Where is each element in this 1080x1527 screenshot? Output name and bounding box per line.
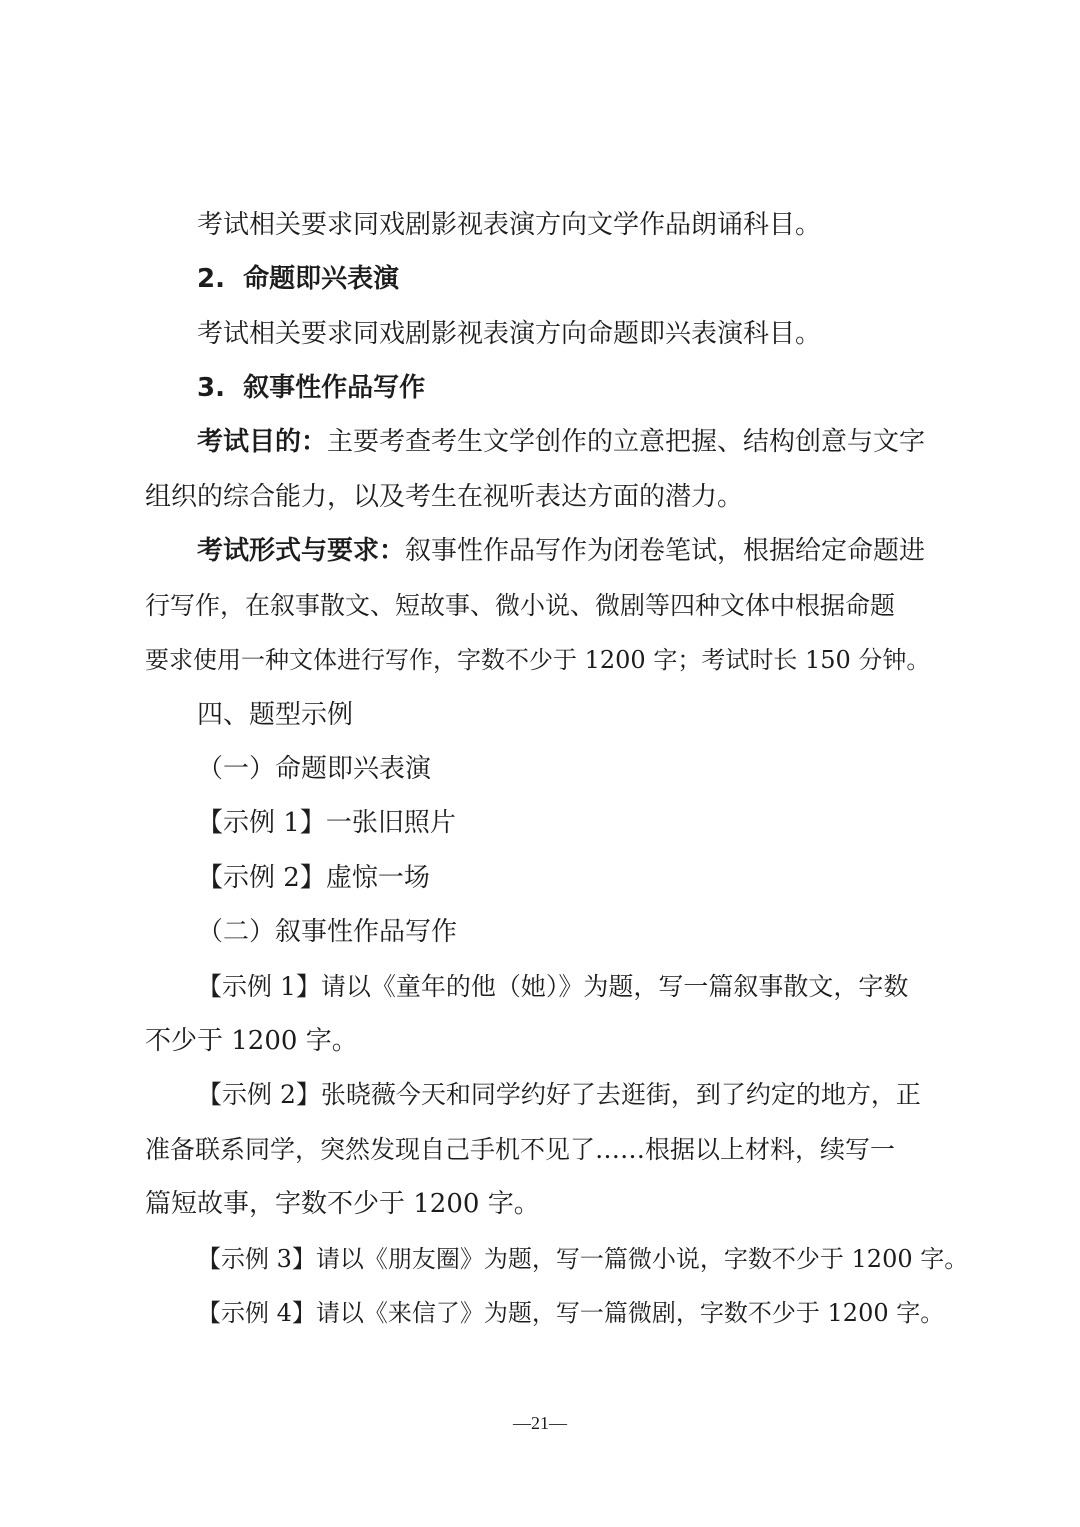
paragraph-line (145, 579, 1080, 633)
paragraph-line (145, 1123, 1080, 1177)
subsection-heading (197, 905, 1080, 959)
example-tag: 【示例 1】 (197, 972, 321, 1001)
section-heading (197, 688, 1080, 742)
example-line (197, 1232, 1080, 1286)
text: （二）叙事性作品写作 (197, 917, 458, 947)
text: 准备联系同学，突然发现自己手机不见了……根据以上材料，续写一 (145, 1135, 896, 1164)
section-heading (197, 252, 1080, 306)
text: 叙事性作品写作为闭卷笔试，根据给定命题进 (405, 536, 926, 566)
subsection-heading (197, 742, 1080, 796)
example-tag: 【示例 3】 (197, 1245, 316, 1273)
example-line (197, 796, 1080, 850)
text: 请以《朋友圈》为题，写一篇微小说，字数不少于 1200 字。 (315, 1245, 969, 1273)
bold-label: 考试形式与要求： (197, 536, 406, 566)
example-line (197, 1286, 1080, 1340)
text: 行写作，在叙事散文、短故事、微小说、微剧等四种文体中根据命题 (145, 591, 896, 620)
heading-number: 2. (197, 264, 225, 294)
example-line (197, 1068, 1080, 1122)
section-heading (197, 361, 1080, 415)
text: （一）命题即兴表演 (197, 754, 432, 784)
text: 考试相关要求同戏剧影视表演方向命题即兴表演科目。 (197, 319, 822, 349)
text: 组织的综合能力，以及考生在视听表达方面的潜力。 (145, 482, 744, 512)
text: 虚惊一场 (325, 863, 430, 893)
paragraph-line (145, 1177, 1080, 1231)
heading-number: 3. (197, 373, 225, 403)
example-tag: 【示例 1】 (197, 808, 326, 838)
text: 主要考查考生文学创作的立意把握、结构创意与文字 (327, 427, 926, 457)
example-line (197, 960, 1080, 1014)
heading-text: 叙事性作品写作 (243, 373, 426, 403)
paragraph-line (145, 633, 1080, 687)
bold-label: 考试目的： (197, 427, 328, 457)
text: 请以《来信了》为题，写一篇微剧，字数不少于 1200 字。 (315, 1299, 945, 1327)
text: 要求使用一种文体进行写作，字数不少于 1200 字；考试时长 150 分钟。 (145, 646, 931, 674)
heading-text: 四、题型示例 (197, 700, 354, 730)
paragraph-line (197, 307, 1080, 361)
text: 不少于 1200 字。 (145, 1026, 358, 1056)
text: 请以《童年的他（她）》为题，写一篇叙事散文，字数 (320, 972, 909, 1001)
text: 篇短故事，字数不少于 1200 字。 (145, 1189, 540, 1219)
example-tag: 【示例 4】 (197, 1299, 316, 1327)
paragraph-line (197, 198, 1080, 252)
paragraph-line (145, 1014, 1080, 1068)
page-number: —21— (513, 1413, 567, 1433)
example-tag: 【示例 2】 (197, 1080, 321, 1109)
paragraph-line (197, 524, 937, 578)
text: 考试相关要求同戏剧影视表演方向文学作品朗诵科目。 (197, 210, 822, 240)
text: 一张旧照片 (325, 808, 456, 838)
paragraph-line (145, 470, 1080, 524)
heading-text: 命题即兴表演 (243, 264, 400, 294)
example-line (197, 851, 1080, 905)
text: 张晓薇今天和同学约好了去逛街，到了约定的地方，正 (320, 1080, 921, 1109)
example-tag: 【示例 2】 (197, 863, 326, 893)
paragraph-line (197, 415, 937, 469)
